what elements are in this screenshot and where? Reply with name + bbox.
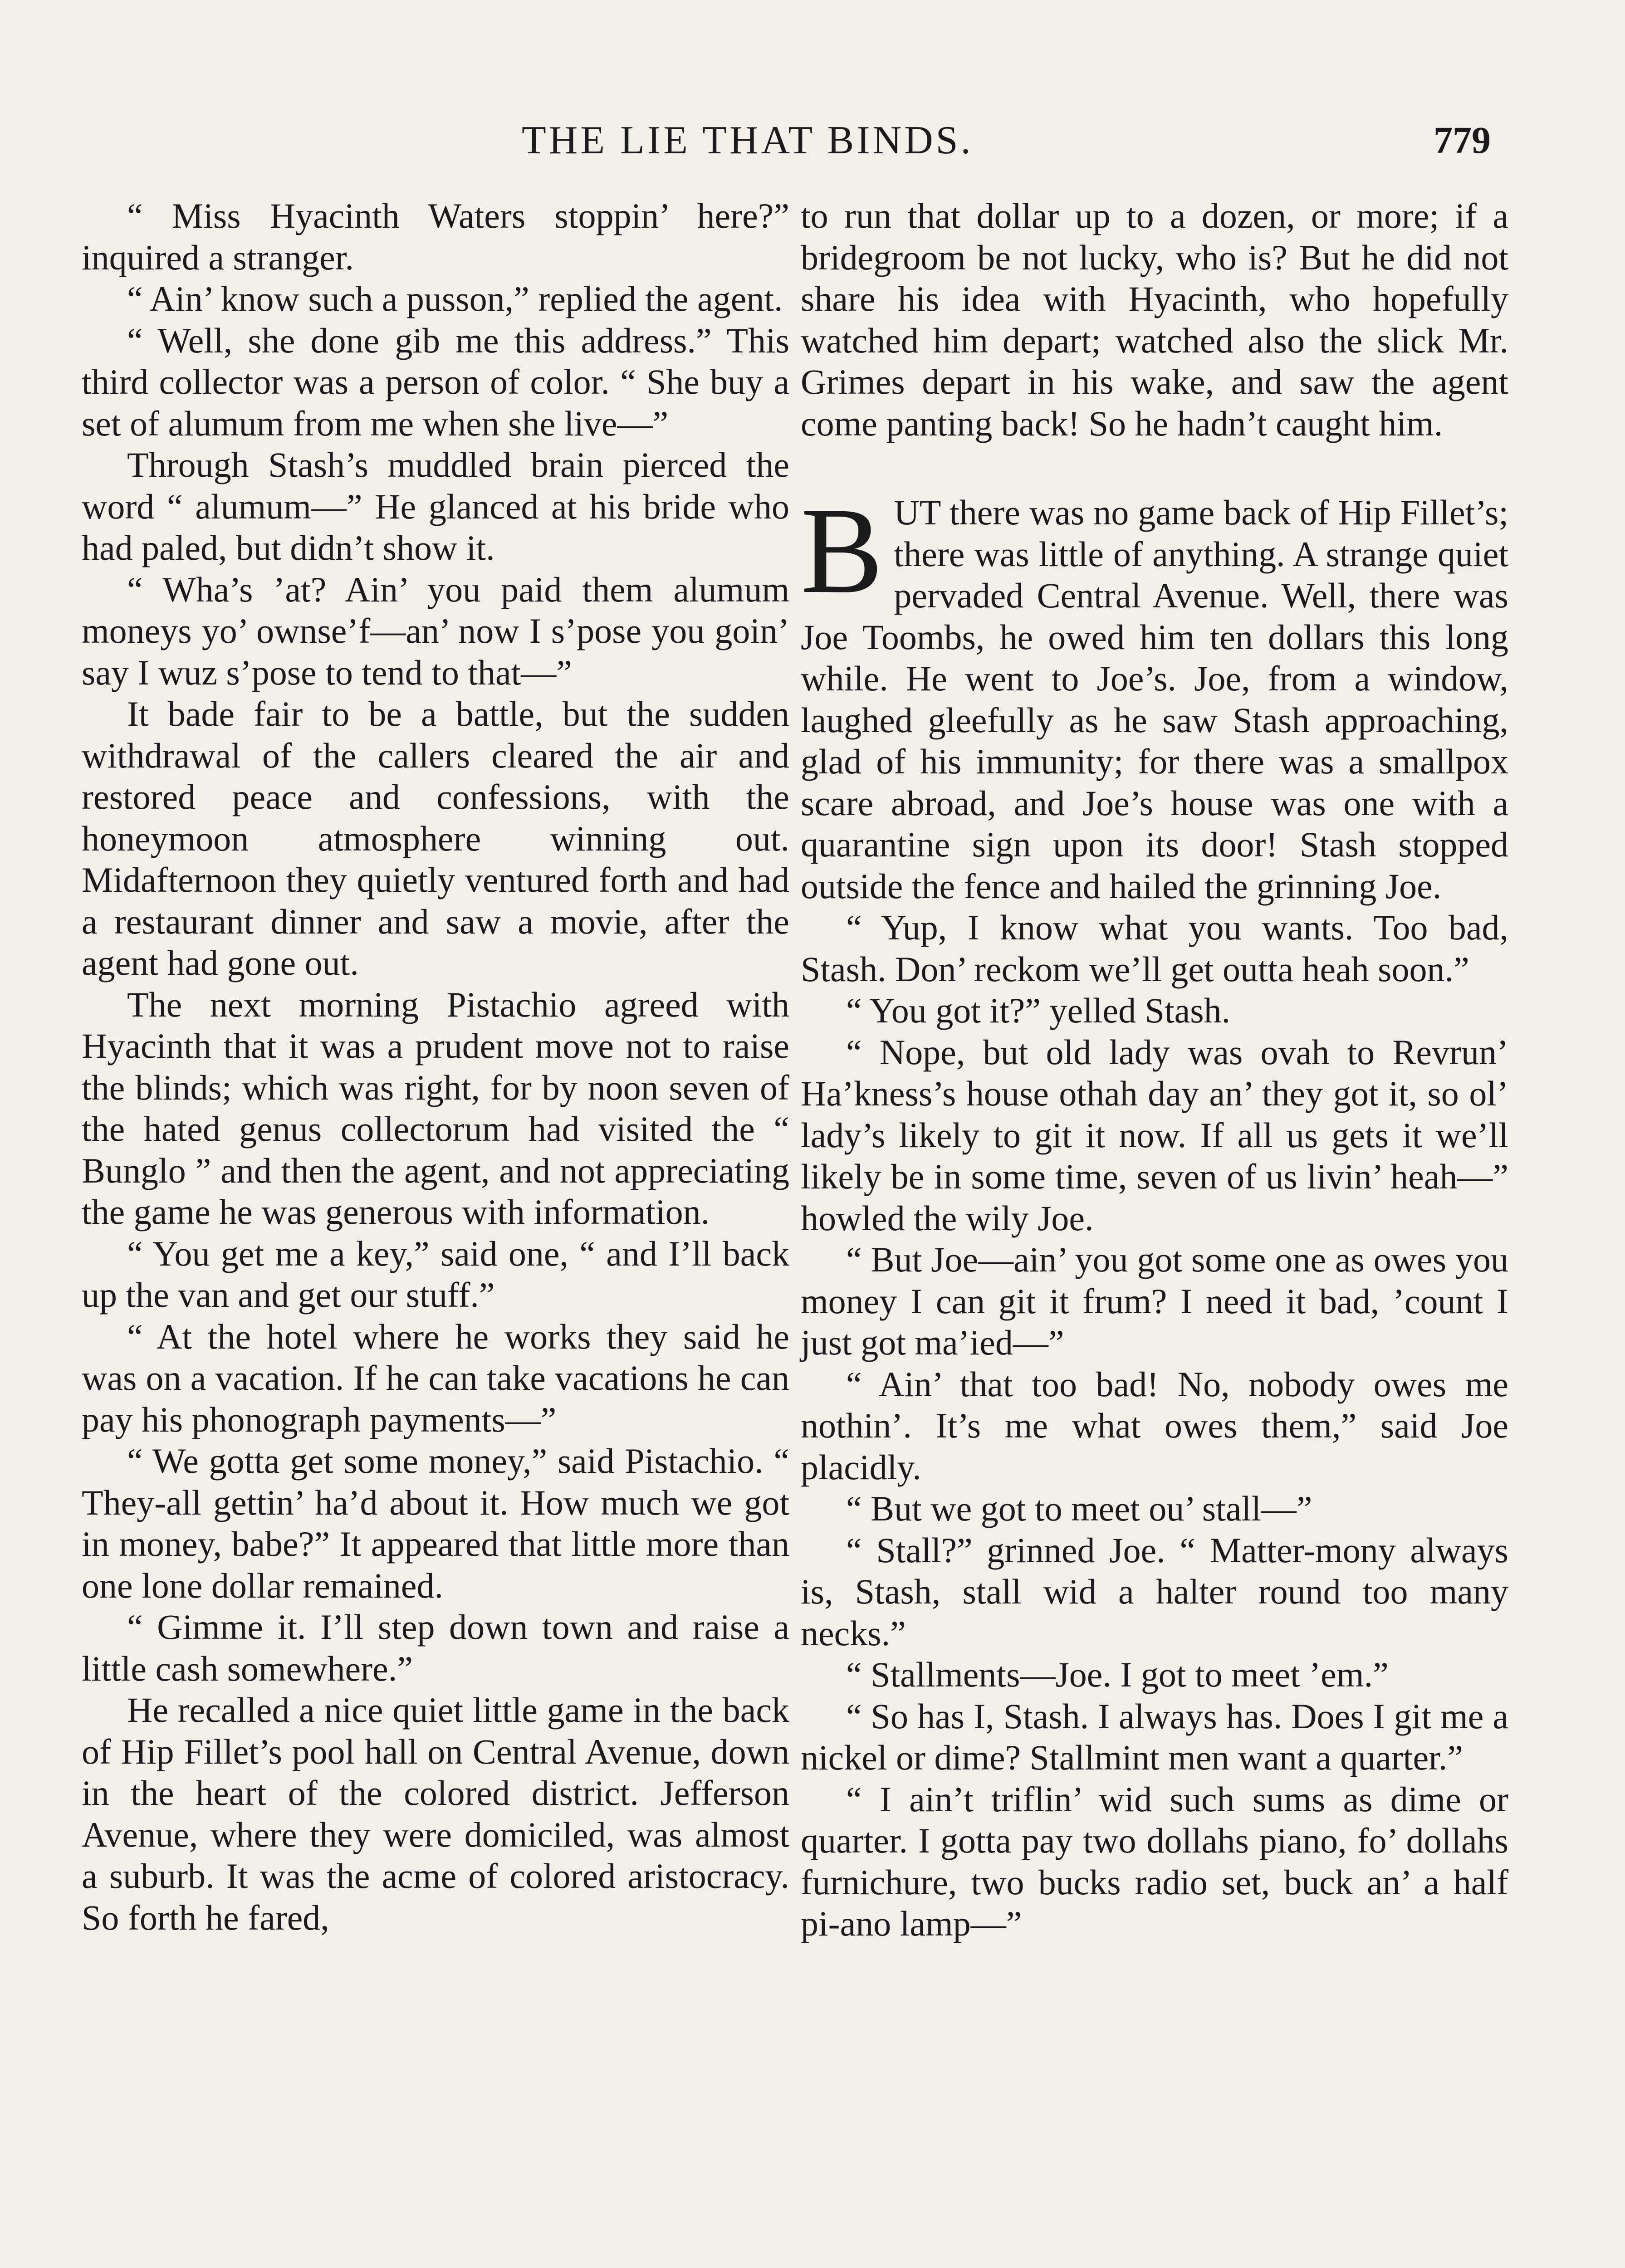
paragraph: “ But we got to meet ou’ stall—” [846,1489,1312,1528]
paragraph: “ Stall?” grinned Joe. “ Matter-mony always is, Stash, stall wid a halter round too many necks.” [801,1530,1508,1653]
paragraph: Through Stash’s muddled brain pierced the word “ alumum—” He glanced at his bride who had paled, but didn’t show it. [82,445,789,567]
paragraph: “ Miss Hyacinth Waters stoppin’ here?” inquired a stranger. [82,196,789,277]
paragraph: “ But Joe—ain’ you got some one as owes you money I can git it frum? I need it bad, ’count I just got ma’ied—” [801,1240,1508,1362]
page-number: 779 [1434,119,1491,161]
paragraph: “ Gimme it. I’ll step down town and raise a little cash somewhere.” [82,1607,789,1688]
paragraph: “ Ain’ know such a pusson,” replied the agent. [127,279,783,318]
dropcap-paragraph-text: UT there was no game back of Hip Fillet’s; there was little of anything. A strange quiet pervaded Central Avenue. Well, there was Joe Toombs, he owed him ten dollars this long while. He went to Joe’s. Joe, from a window, laughed gleefully as he saw Stash approaching, glad of his immunity; for there was a smallpox scare abroad, and Joe’s house was one with a quarantine sign upon its door! Stash stopped outside the fence and hailed the grinning Joe. [801,493,1508,906]
paragraph: He recalled a nice quiet little game in the back of Hip Fillet’s pool hall on Central Avenue, down in the heart of the colored district. Jefferson Avenue, where they were domiciled, was almost a suburb. It was the acme of colored aristocracy. So forth he fared, [82,1690,789,1937]
running-title: THE LIE THAT BINDS. [522,118,974,162]
running-head [0,116,1625,175]
paragraph: “ Ain’ that too bad! No, nobody owes me nothin’. It’s me what owes them,” said Joe placidly. [801,1364,1508,1487]
paragraph: “ At the hotel where he works they said he was on a vacation. If he can take vacations he can pay his phonograph payments—” [82,1316,789,1439]
right-column [801,195,1508,1945]
paragraph-continuation: to run that dollar up to a dozen, or more; if a bridegroom be not lucky, who is? But he did not share his idea with Hyacinth, who hopefully watched him depart; watched also the slick Mr. Grimes depart in his wake, and saw the agent come panting back! So he hadn’t caught him. [801,196,1508,443]
paragraph: The next morning Pistachio agreed with Hyacinth that it was a prudent move not to raise the blinds; which was right, for by noon seven of the hated genus collectorum had visited the “ Bunglo ” and then the agent, and not appreciating the game he was generous with information. [82,984,789,1232]
paragraph: “ Wha’s ’at? Ain’ you paid them alumum moneys yo’ ownse’f—an’ now I s’pose you goin’ say I wuz s’pose to tend to that—” [82,569,789,692]
paragraph: “ You got it?” yelled Stash. [846,991,1231,1030]
paragraph: “ I ain’t triflin’ wid such sums as dime or quarter. I gotta pay two dollahs piano, fo’ dollahs furnichure, two bucks radio set, buck an’ a half pi-ano lamp—” [801,1779,1508,1943]
section-break [801,444,1508,492]
paragraph: “ Well, she done gib me this address.” This third collector was a person of color. “ She buy a set of alumum from me when she live—” [82,320,789,443]
drop-cap: B [801,482,883,619]
paragraph: It bade fair to be a battle, but the sudden withdrawal of the callers cleared the air and restored peace and confessions, with the honeymoon atmosphere winning out. Midafternoon they quietly ventured forth and had a restaurant dinner and saw a movie, after the agent had gone out. [82,694,789,982]
paragraph: “ So has I, Stash. I always has. Does I git me a nickel or dime? Stallmint men want a quarter.” [801,1696,1508,1777]
dropcap-paragraph [801,482,1508,907]
paragraph: “ Nope, but old lady was ovah to Revrun’ Ha’kness’s house othah day an’ they got it, so ol’ lady’s likely to git it now. If all us gets it we’ll likely be in some time, seven of us livin’ heah—” howled the wily Joe. [801,1032,1508,1238]
paragraph: “ Stallments—Joe. I got to meet ’em.” [846,1655,1389,1694]
paragraph: “ Yup, I know what you wants. Too bad, Stash. Don’ reckom we’ll get outta heah soon.” [801,908,1508,989]
paragraph: “ You get me a key,” said one, “ and I’ll back up the van and get our stuff.” [82,1233,789,1315]
paragraph: “ We gotta get some money,” said Pistachio. “ They-all gettin’ ha’d about it. How much we got in money, babe?” It appeared that little more than one lone dollar remained. [82,1441,789,1605]
left-column [82,195,789,1938]
